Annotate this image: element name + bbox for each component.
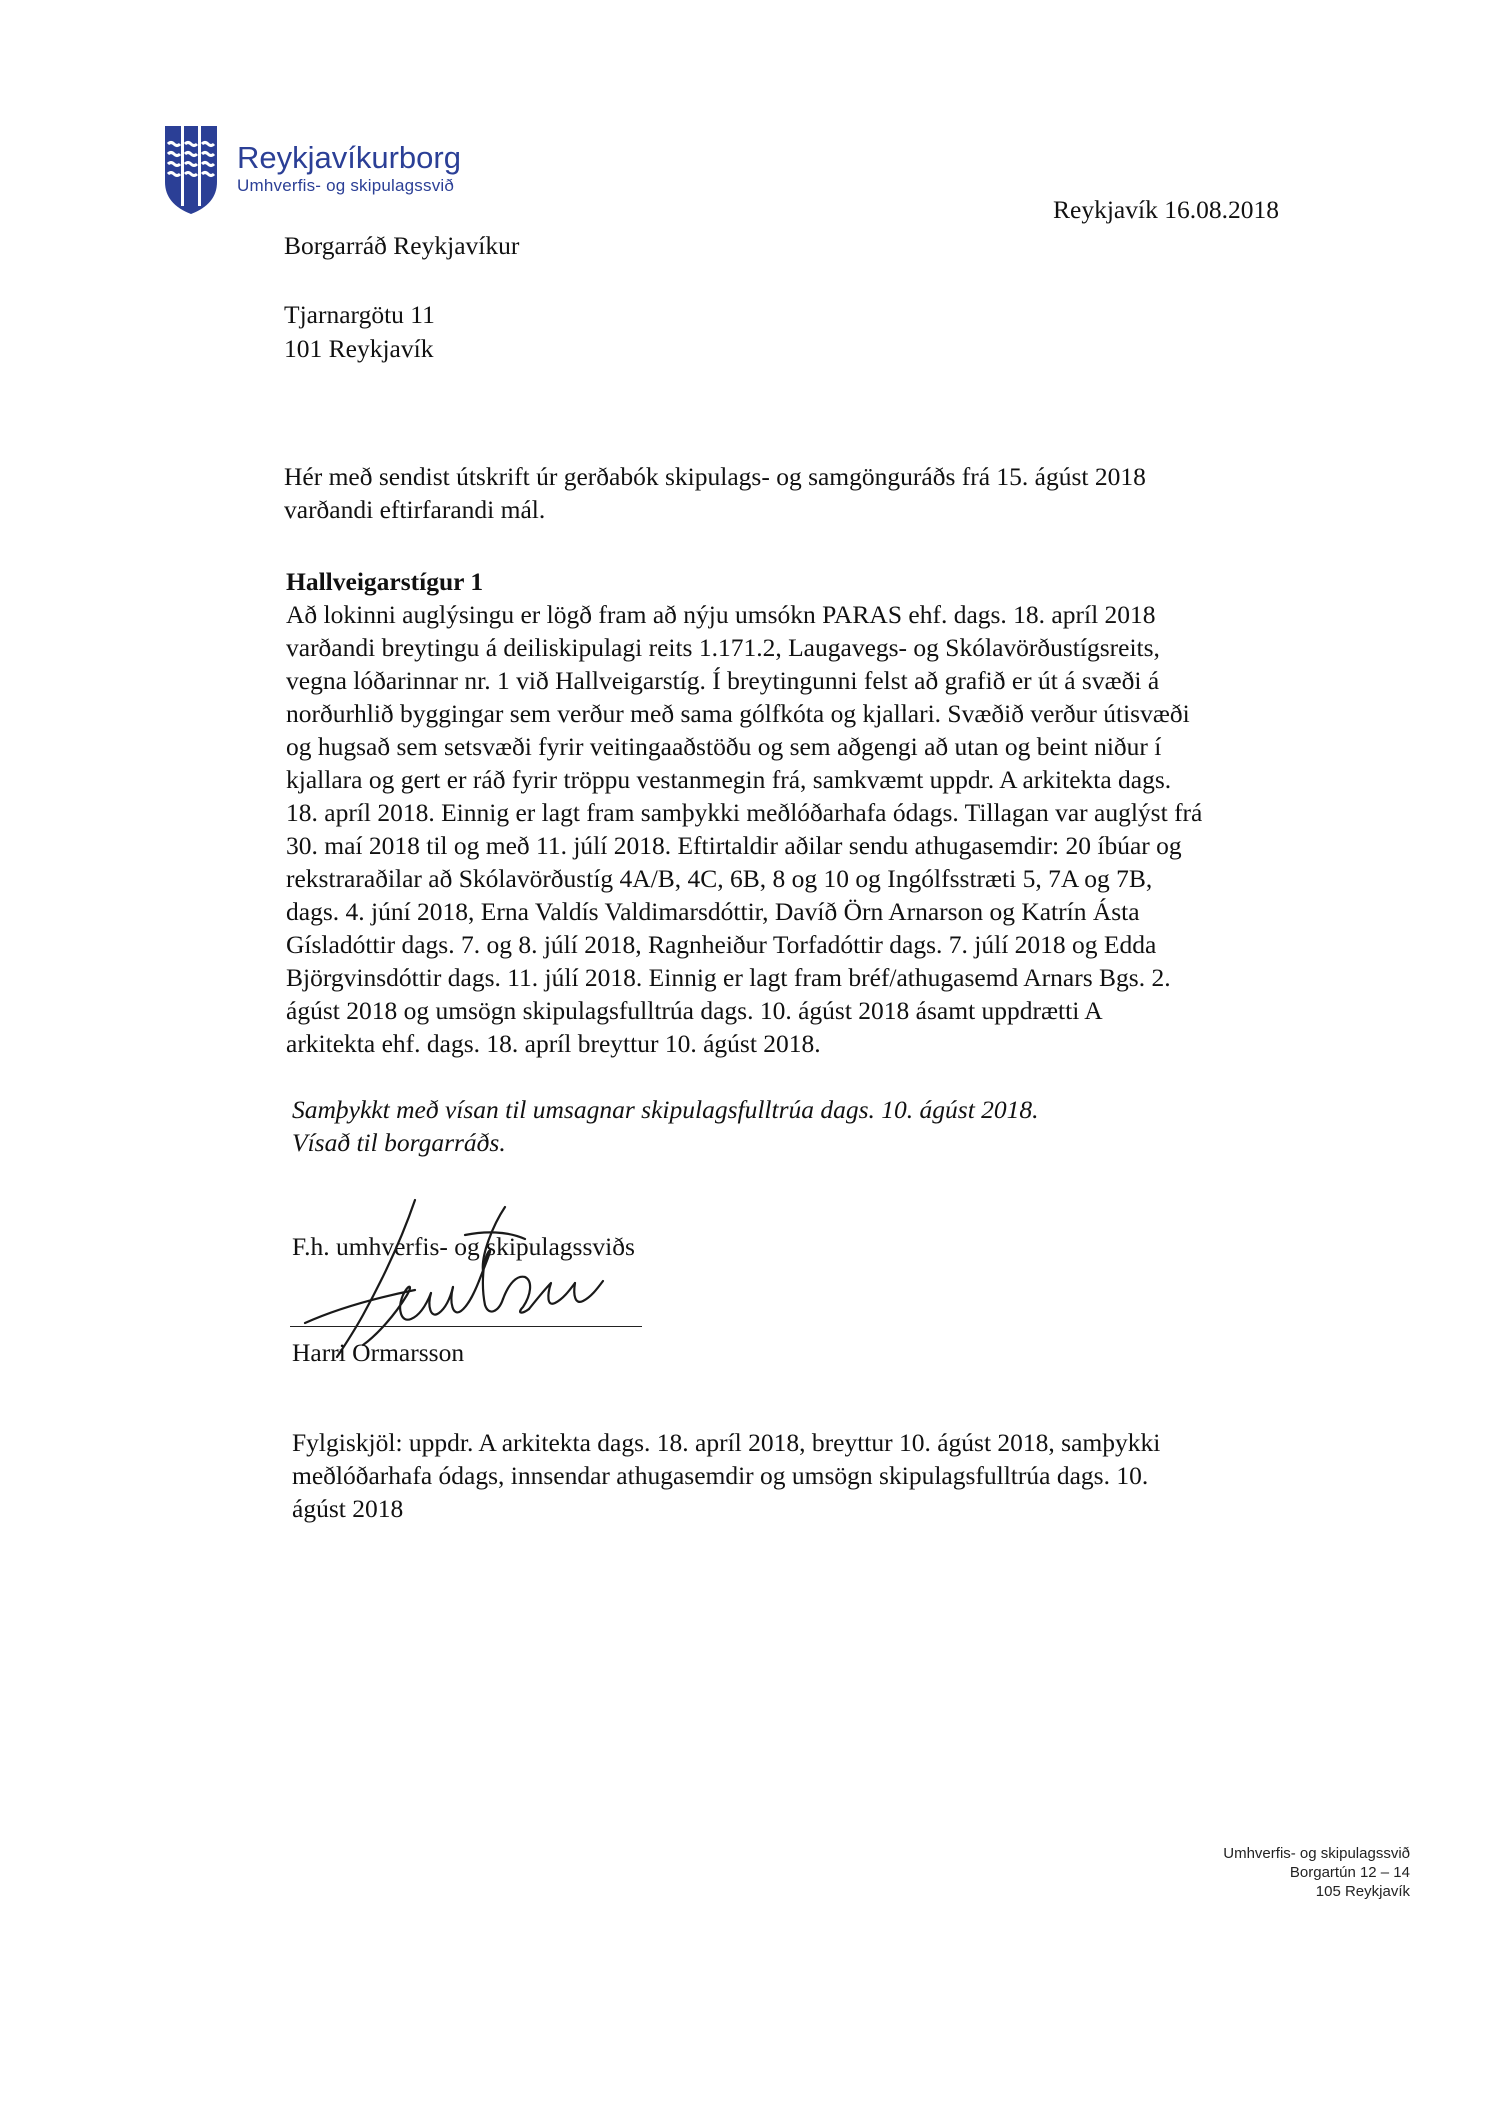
recipient-name: Borgarráð Reykjavíkur — [284, 231, 520, 260]
paragraph-line: varðandi breytingu á deiliskipulagi reits 1.171.2, Laugavegs- og Skólavörðustígsreits, — [286, 633, 1160, 662]
paragraph-line: ágúst 2018 og umsögn skipulagsfulltrúa dags. 10. ágúst 2018 ásamt uppdrætti A — [286, 996, 1103, 1025]
decision-text — [292, 1093, 1039, 1159]
intro-paragraph — [284, 460, 1284, 526]
footer-line: Borgartún 12 – 14 — [1289, 1864, 1410, 1881]
paragraph-line: Hér með sendist útskrift úr gerðabók skipulags- og samgönguráðs frá 15. ágúst 2018 — [284, 462, 1146, 491]
org-name: Reykjavíkurborg — [237, 140, 461, 175]
paragraph-line: og hugsað sem setsvæði fyrir veitingaaðstöðu og sem aðgengi að utan og beint niður í — [286, 732, 1162, 761]
paragraph-line: Að lokinni auglýsingu er lögð fram að nýju umsókn PARAS ehf. dags. 18. apríl 2018 — [286, 600, 1156, 629]
recipient-address-line: 101 Reykjavík — [284, 334, 434, 363]
paragraph-line: varðandi eftirfarandi mál. — [284, 495, 546, 524]
paragraph-line: Fylgiskjöl: uppdr. A arkitekta dags. 18. apríl 2018, breyttur 10. ágúst 2018, samþykki — [292, 1428, 1161, 1457]
recipient-address-line: Tjarnargötu 11 — [284, 300, 435, 329]
paragraph-line: norðurhlið byggingar sem verður með sama gólfkóta og kjallari. Svæðið verður útisvæði — [286, 699, 1190, 728]
org-department: Umhverfis- og skipulagssvið — [237, 176, 455, 195]
paragraph-line: arkitekta ehf. dags. 18. apríl breyttur 10. ágúst 2018. — [286, 1029, 821, 1058]
decision-line: Samþykkt með vísan til umsagnar skipulagsfulltrúa dags. 10. ágúst 2018. — [292, 1095, 1039, 1124]
footer-line: 105 Reykjavík — [1315, 1883, 1410, 1900]
signer-name: Harri Ormarsson — [292, 1338, 465, 1367]
paragraph-line: Gísladóttir dags. 7. og 8. júlí 2018, Ragnheiður Torfadóttir dags. 7. júlí 2018 og Edda — [286, 930, 1157, 959]
footer-address — [1223, 1844, 1410, 1901]
decision-line: Vísað til borgarráðs. — [292, 1128, 506, 1157]
paragraph-line: kjallara og gert er ráð fyrir tröppu vestanmegin frá, samkvæmt uppdr. A arkitekta dags. — [286, 765, 1172, 794]
signature-line — [290, 1326, 642, 1327]
case-title: Hallveigarstígur 1 — [286, 567, 484, 596]
paragraph-line: Björgvinsdóttir dags. 11. júlí 2018. Einnig er lagt fram bréf/athugasemd Arnars Bgs. 2. — [286, 963, 1171, 992]
attachments-paragraph — [292, 1426, 1302, 1525]
signoff-on-behalf: F.h. umhverfis- og skipulagssviðs — [292, 1232, 635, 1261]
paragraph-line: 18. apríl 2018. Einnig er lagt fram samþykki meðlóðarhafa ódags. Tillagan var auglýst frá — [286, 798, 1203, 827]
paragraph-line: 30. maí 2018 til og með 11. júlí 2018. Eftirtaldir aðilar sendu athugasemdir: 20 íbúar og — [286, 831, 1182, 860]
paragraph-line: rekstraraðilar að Skólavörðustíg 4A/B, 4C, 6B, 8 og 10 og Ingólfsstræti 5, 7A og 7B, — [286, 864, 1153, 893]
letter-date: Reykjavík 16.08.2018 — [1053, 195, 1279, 224]
footer-line: Umhverfis- og skipulagssvið — [1223, 1845, 1410, 1862]
paragraph-line: meðlóðarhafa ódags, innsendar athugasemdir og umsögn skipulagsfulltrúa dags. 10. — [292, 1461, 1149, 1490]
case-description — [286, 598, 1306, 1060]
reykjavik-coat-of-arms-icon — [163, 124, 219, 216]
paragraph-line: dags. 4. júní 2018, Erna Valdís Valdimarsdóttir, Davíð Örn Arnarson og Katrín Ásta — [286, 897, 1140, 926]
paragraph-line: vegna lóðarinnar nr. 1 við Hallveigarstíg. Í breytingunni felst að grafið er út á svæði á — [286, 666, 1160, 695]
paragraph-line: ágúst 2018 — [292, 1494, 404, 1523]
